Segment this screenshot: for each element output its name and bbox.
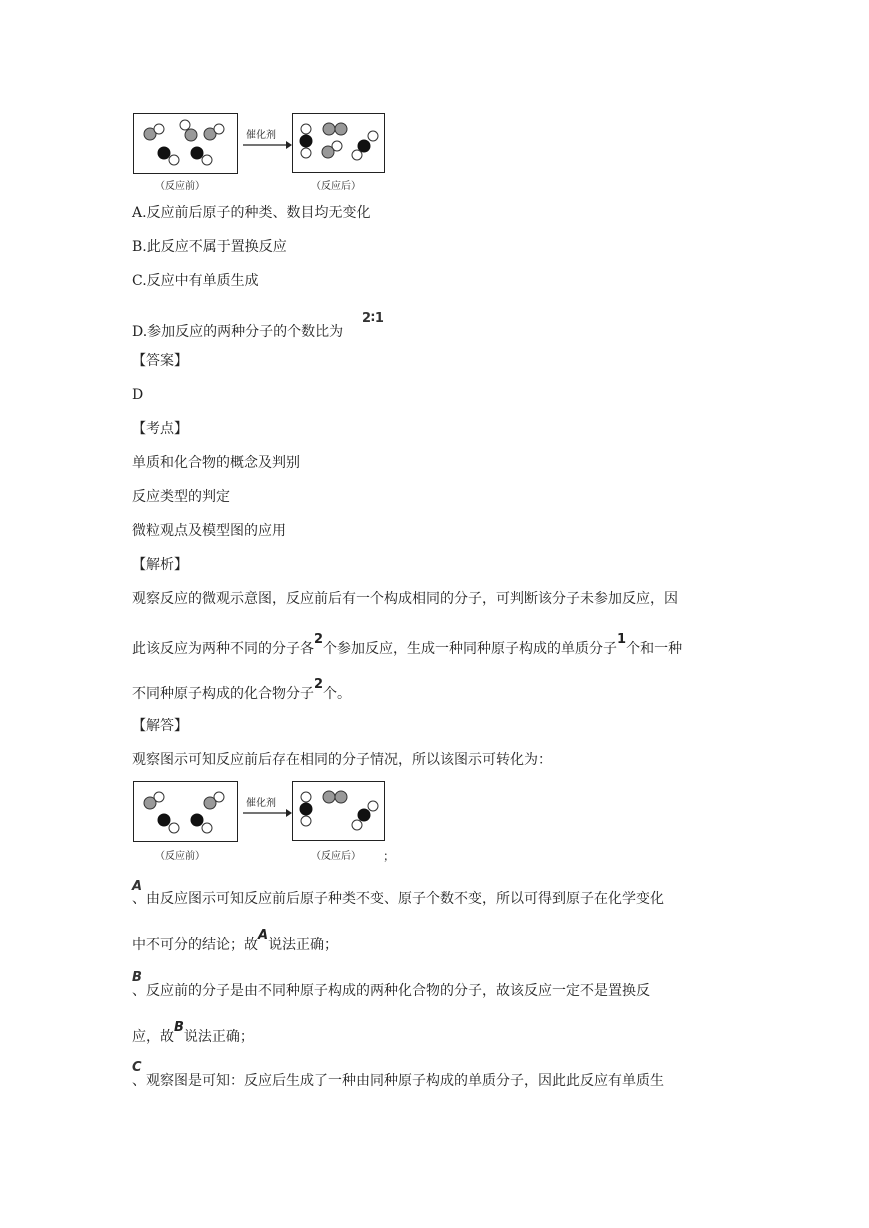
before-caption-2: （反应前）: [155, 851, 205, 862]
reaction-arrow-2: [242, 808, 292, 818]
analysis-text: 此该反应为两种不同的分子各: [132, 641, 314, 657]
analysis-line-2: [132, 632, 683, 660]
catalyst-label-2: 催化剂: [246, 798, 276, 809]
solution-a-ref: A: [258, 928, 269, 943]
after-caption-2: （反应后）: [311, 851, 361, 862]
solution-a-line-2: [132, 928, 339, 956]
after-molecules-2: [292, 781, 385, 841]
analysis-number: 2: [314, 677, 324, 692]
option-d: D.参加反应的两种分子的个数比为: [132, 324, 344, 340]
option-b: B.此反应不属于置换反应: [132, 239, 287, 255]
answer-value: D: [132, 387, 144, 403]
before-molecules-2: [133, 781, 238, 842]
solution-b-line-2: [132, 1020, 254, 1048]
diagram-semicolon: ；: [383, 849, 396, 863]
solution-b-letter: B: [132, 970, 142, 985]
solution-b-line-1: 、反应前的分子是由不同种原子构成的两种化合物的分子，故该反应一定不是置换反: [132, 983, 650, 999]
solution-text: 说法正确；: [268, 937, 339, 953]
analysis-text: 不同种原子构成的化合物分子: [132, 686, 314, 702]
kaodian-item: 单质和化合物的概念及判别: [132, 455, 300, 471]
solution-c-letter: C: [132, 1060, 142, 1075]
solution-heading: 【解答】: [132, 718, 188, 734]
analysis-number: 1: [617, 632, 627, 647]
solution-a-line-1: 、由反应图示可知反应前后原子种类不变、原子个数不变，所以可得到原子在化学变化: [132, 891, 664, 907]
option-c: C.反应中有单质生成: [132, 273, 259, 289]
solution-c-line-1: 、观察图是可知：反应后生成了一种由同种原子构成的单质分子，因此此反应有单质生: [132, 1073, 664, 1089]
answer-heading: 【答案】: [132, 353, 188, 369]
option-d-ratio: 2∶1: [362, 311, 384, 326]
solution-text: 中不可分的结论；故: [132, 937, 258, 953]
before-caption-1: （反应前）: [155, 181, 205, 192]
analysis-text: 个。: [323, 686, 352, 702]
kaodian-heading: 【考点】: [132, 421, 188, 437]
analysis-text: 个和一种: [626, 641, 683, 657]
after-molecules-1: [292, 113, 385, 173]
analysis-heading: 【解析】: [132, 557, 188, 573]
solution-text: 说法正确；: [183, 1029, 254, 1045]
option-a: A.反应前后原子的种类、数目均无变化: [132, 205, 371, 221]
solution-a-letter: A: [132, 879, 143, 894]
kaodian-item: 微粒观点及模型图的应用: [132, 523, 286, 539]
analysis-line-3: [132, 677, 352, 705]
analysis-text: 个参加反应，生成一种同种原子构成的单质分子: [323, 641, 618, 657]
after-caption-1: （反应后）: [311, 181, 361, 192]
solution-intro: 观察图示可知反应前后存在相同的分子情况，所以该图示可转化为：: [132, 752, 552, 768]
reaction-arrow-1: [242, 140, 292, 150]
solution-text: 应，故: [132, 1029, 174, 1045]
before-molecules-1: [133, 113, 238, 174]
solution-b-ref: B: [174, 1020, 184, 1035]
analysis-line-1: 观察反应的微观示意图，反应前后有一个构成相同的分子，可判断该分子未参加反应，因: [132, 591, 678, 607]
catalyst-label-1: 催化剂: [246, 130, 276, 141]
analysis-number: 2: [314, 632, 324, 647]
kaodian-item: 反应类型的判定: [132, 489, 230, 505]
